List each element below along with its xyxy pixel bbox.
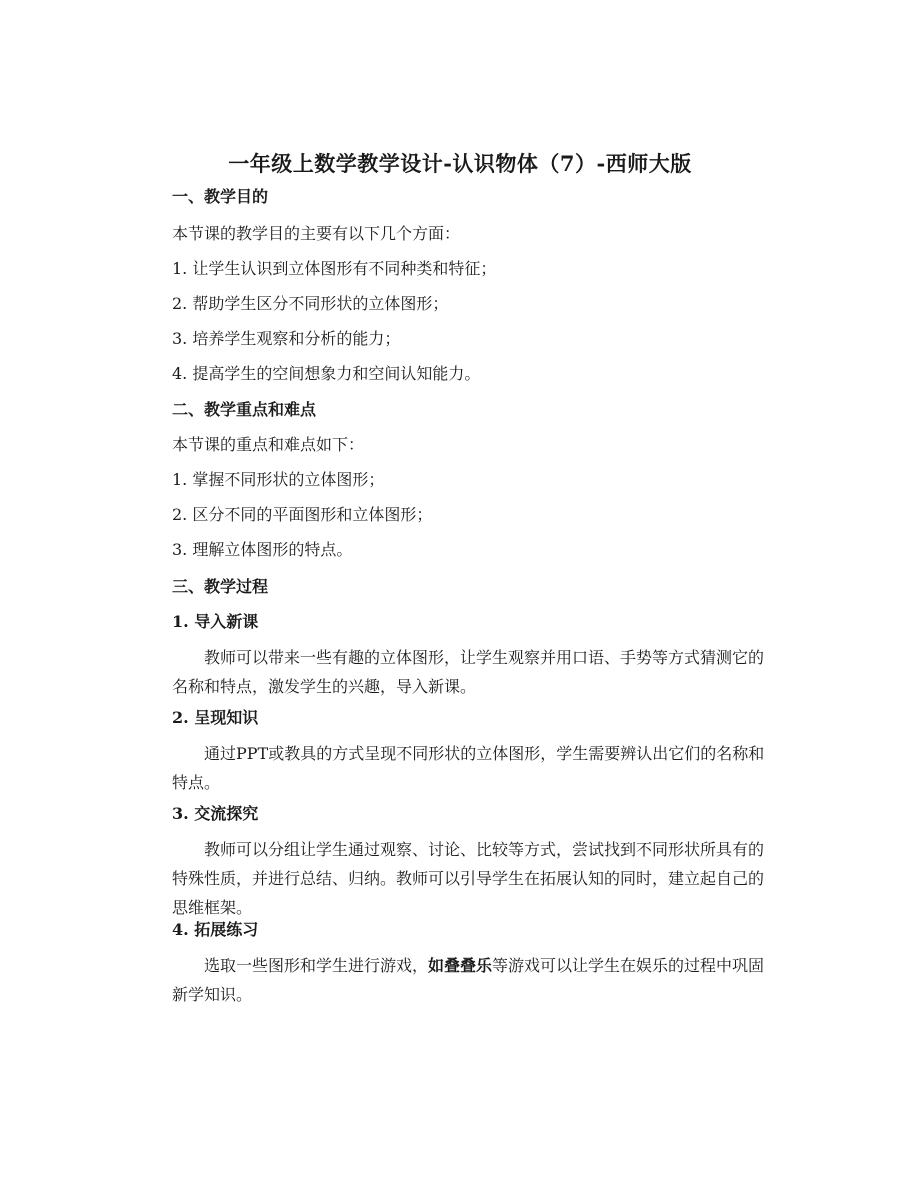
step-2-text: 通过PPT或教具的方式呈现不同形状的立体图形，学生需要辨认出它们的名称和特点。 xyxy=(172,744,765,792)
section-2-heading: 二、教学重点和难点 xyxy=(172,400,317,419)
section-2-item-2: 2. 区分不同的平面图形和立体图形； xyxy=(172,505,433,524)
step-4-text-start: 选取一些图形和学生进行游戏， xyxy=(204,956,429,975)
section-2-intro: 本节课的重点和难点如下： xyxy=(172,435,365,454)
section-2-item-3: 3. 理解立体图形的特点。 xyxy=(172,540,353,559)
step-4-text-end: 等游戏可以让学生在娱乐的过程中巩固新学知识。 xyxy=(172,956,765,1004)
step-4-title: 4. 拓展练习 xyxy=(172,920,259,939)
section-1-item-1: 1. 让学生认识到立体图形有不同种类和特征； xyxy=(172,259,497,278)
section-2-item-1: 1. 掌握不同形状的立体图形； xyxy=(172,470,385,489)
step-1-text: 教师可以带来一些有趣的立体图形，让学生观察并用口语、手势等方式猜测它的名称和特点，激发学生的兴趣，导入新课。 xyxy=(172,648,765,696)
step-3-text: 教师可以分组让学生通过观察、讨论、比较等方式，尝试找到不同形状所具有的特殊性质，并进行总结、归纳。教师可以引导学生在拓展认知的同时，建立起自己的思维框架。 xyxy=(172,840,765,917)
section-1-heading: 一、教学目的 xyxy=(172,187,269,206)
step-3-title: 3. 交流探究 xyxy=(172,804,259,823)
step-4-text-bold: 如叠叠乐 xyxy=(428,956,493,975)
step-2-title: 2. 呈现知识 xyxy=(172,708,259,727)
section-1-intro: 本节课的教学目的主要有以下几个方面： xyxy=(172,224,461,243)
step-1-title: 1. 导入新课 xyxy=(172,612,259,631)
section-1-item-3: 3. 培养学生观察和分析的能力； xyxy=(172,329,401,348)
section-3-heading: 三、教学过程 xyxy=(172,577,269,596)
section-1-item-4: 4. 提高学生的空间想象力和空间认知能力。 xyxy=(172,364,481,383)
document-title: 一年级上数学教学设计-认识物体（7）-西师大版 xyxy=(228,151,692,176)
step-4-text xyxy=(172,951,778,1009)
section-1-item-2: 2. 帮助学生区分不同形状的立体图形； xyxy=(172,294,449,313)
